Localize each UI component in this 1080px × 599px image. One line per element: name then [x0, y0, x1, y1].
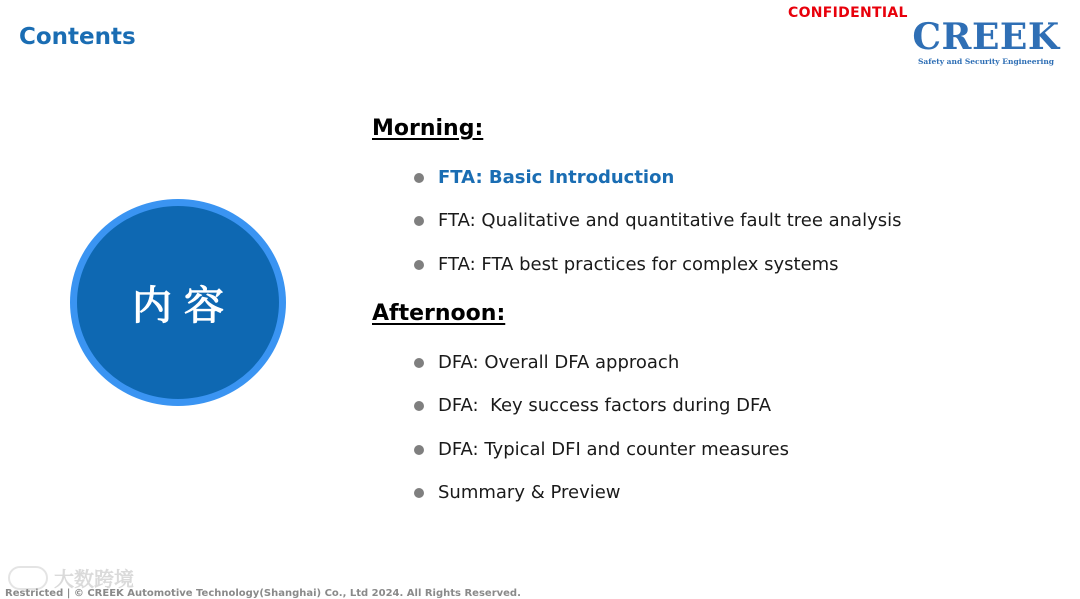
agenda-item-label: FTA: FTA best practices for complex systems: [438, 254, 839, 275]
watermark-logo-icon: [8, 566, 48, 590]
bullet-icon: [414, 445, 424, 455]
agenda-item-summary: [414, 482, 621, 503]
agenda-item-label: Summary & Preview: [438, 482, 621, 503]
agenda-item-label: FTA: Basic Introduction: [438, 167, 675, 188]
page-title: Contents: [19, 24, 136, 50]
bullet-icon: [414, 216, 424, 226]
agenda-item-dfa-dfi: [414, 439, 789, 460]
logo-tagline: Safety and Security Engineering: [917, 57, 1055, 66]
agenda-item-dfa-approach: [414, 352, 679, 373]
confidential-label: CONFIDENTIAL: [788, 5, 908, 21]
agenda-item-fta-qualitative: [414, 210, 902, 231]
contents-circle: [70, 199, 286, 406]
agenda-item-label: DFA: Key success factors during DFA: [438, 395, 772, 416]
agenda-item-label: DFA: Overall DFA approach: [438, 352, 680, 373]
footer-copyright: Restricted | © CREEK Automotive Technology(Shanghai) Co., Ltd 2024. All Rights Reserved.: [5, 588, 521, 599]
agenda-item-dfa-success-factors: [414, 395, 771, 416]
logo-wordmark: CREEK: [912, 16, 1060, 58]
circle-label: 内容: [132, 283, 236, 329]
morning-heading: Morning:: [372, 116, 484, 141]
bullet-icon: [414, 358, 424, 368]
agenda-item-fta-basic: [414, 167, 674, 188]
bullet-icon: [414, 488, 424, 498]
agenda-item-label: FTA: Qualitative and quantitative fault tree analysis: [438, 210, 902, 231]
bullet-icon: [414, 173, 424, 183]
watermark-text: 大数跨境: [54, 567, 134, 591]
afternoon-heading: Afternoon:: [372, 301, 506, 326]
bullet-icon: [414, 401, 424, 411]
agenda-item-fta-best-practices: [414, 254, 839, 275]
agenda-item-label: DFA: Typical DFI and counter measures: [438, 439, 789, 460]
bullet-icon: [414, 260, 424, 270]
creek-logo: [912, 18, 1060, 66]
